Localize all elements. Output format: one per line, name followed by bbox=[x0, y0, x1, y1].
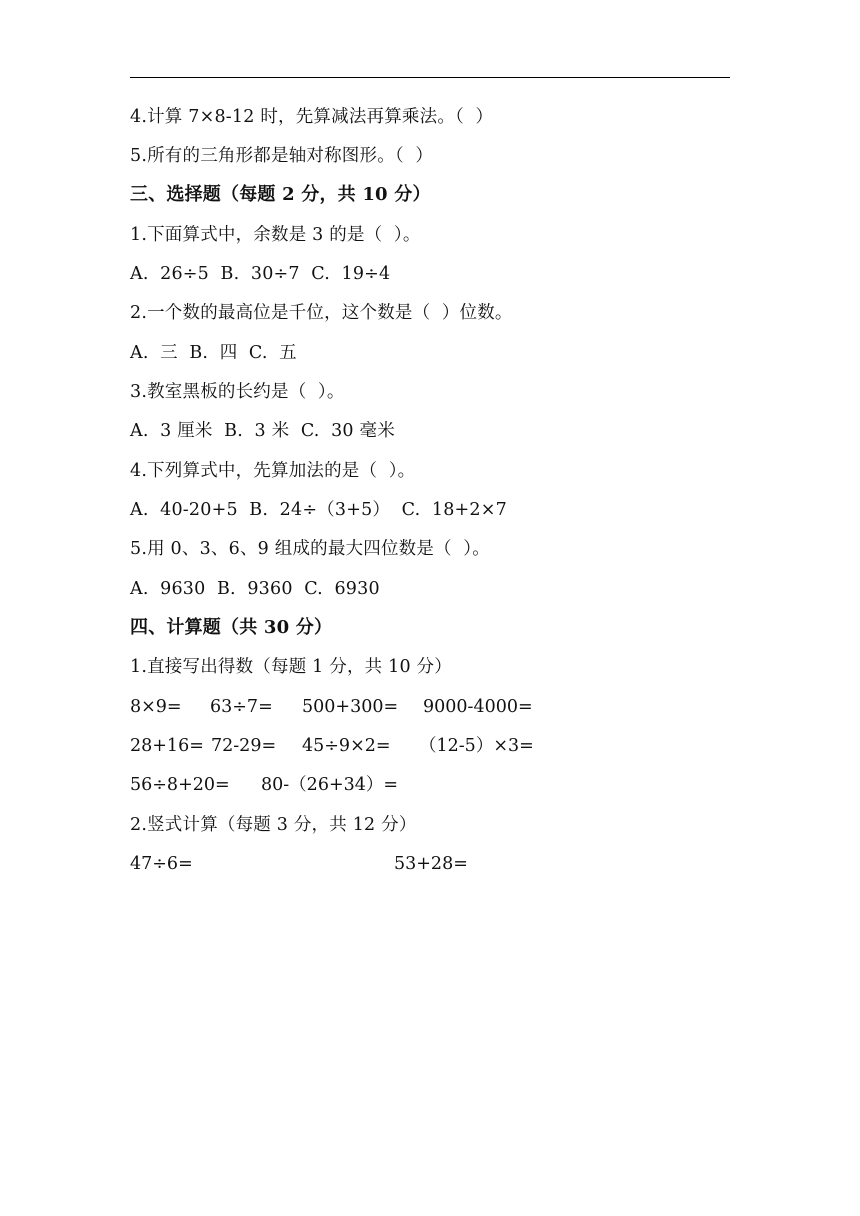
header-rule bbox=[130, 77, 730, 78]
choice-question-3-stem: 3.教室黑板的长约是（ ）。 bbox=[130, 382, 345, 402]
vertical-calc-title: 2.竖式计算（每题 3 分，共 12 分） bbox=[130, 815, 417, 835]
section-heading-choice: 三、选择题（每题 2 分，共 10 分） bbox=[130, 184, 431, 205]
choice-question-2-stem: 2.一个数的最高位是千位，这个数是（ ）位数。 bbox=[130, 303, 513, 323]
choice-question-3-options: A. 3 厘米 B. 3 米 C. 30 毫米 bbox=[130, 421, 395, 441]
section-heading-calc: 四、计算题（共 30 分） bbox=[130, 617, 333, 638]
direct-item: 56÷8+20= bbox=[130, 775, 230, 795]
direct-answer-title: 1.直接写出得数（每题 1 分，共 10 分） bbox=[130, 657, 452, 677]
direct-item: 28+16= bbox=[130, 736, 204, 756]
vertical-calc-item: 47÷6= bbox=[130, 854, 193, 874]
choice-question-5-options: A. 9630 B. 9360 C. 6930 bbox=[130, 579, 380, 599]
choice-question-5-stem: 5.用 0、3、6、9 组成的最大四位数是（ ）。 bbox=[130, 539, 490, 559]
choice-question-1-options: A. 26÷5 B. 30÷7 C. 19÷4 bbox=[130, 264, 391, 284]
choice-question-4-stem: 4.下列算式中，先算加法的是（ ）。 bbox=[130, 461, 416, 481]
direct-item: 8×9= bbox=[130, 697, 182, 717]
choice-question-1-stem: 1.下面算式中，余数是 3 的是（ ）。 bbox=[130, 225, 421, 245]
direct-item: 63÷7= bbox=[210, 697, 273, 717]
judgement-question-5: 5.所有的三角形都是轴对称图形。（ ） bbox=[130, 146, 434, 166]
vertical-calc-item: 53+28= bbox=[394, 854, 468, 874]
direct-item: （12-5）×3= bbox=[419, 736, 534, 756]
direct-item: 80-（26+34）= bbox=[261, 775, 399, 795]
direct-item: 72-29= bbox=[211, 736, 277, 756]
direct-item: 500+300= bbox=[302, 697, 399, 717]
choice-question-2-options: A. 三 B. 四 C. 五 bbox=[130, 343, 297, 363]
direct-item: 45÷9×2= bbox=[302, 736, 391, 756]
direct-item: 9000-4000= bbox=[423, 697, 533, 717]
judgement-question-4: 4.计算 7×8-12 时，先算减法再算乘法。（ ） bbox=[130, 107, 494, 127]
choice-question-4-options: A. 40-20+5 B. 24÷（3+5） C. 18+2×7 bbox=[130, 500, 507, 520]
